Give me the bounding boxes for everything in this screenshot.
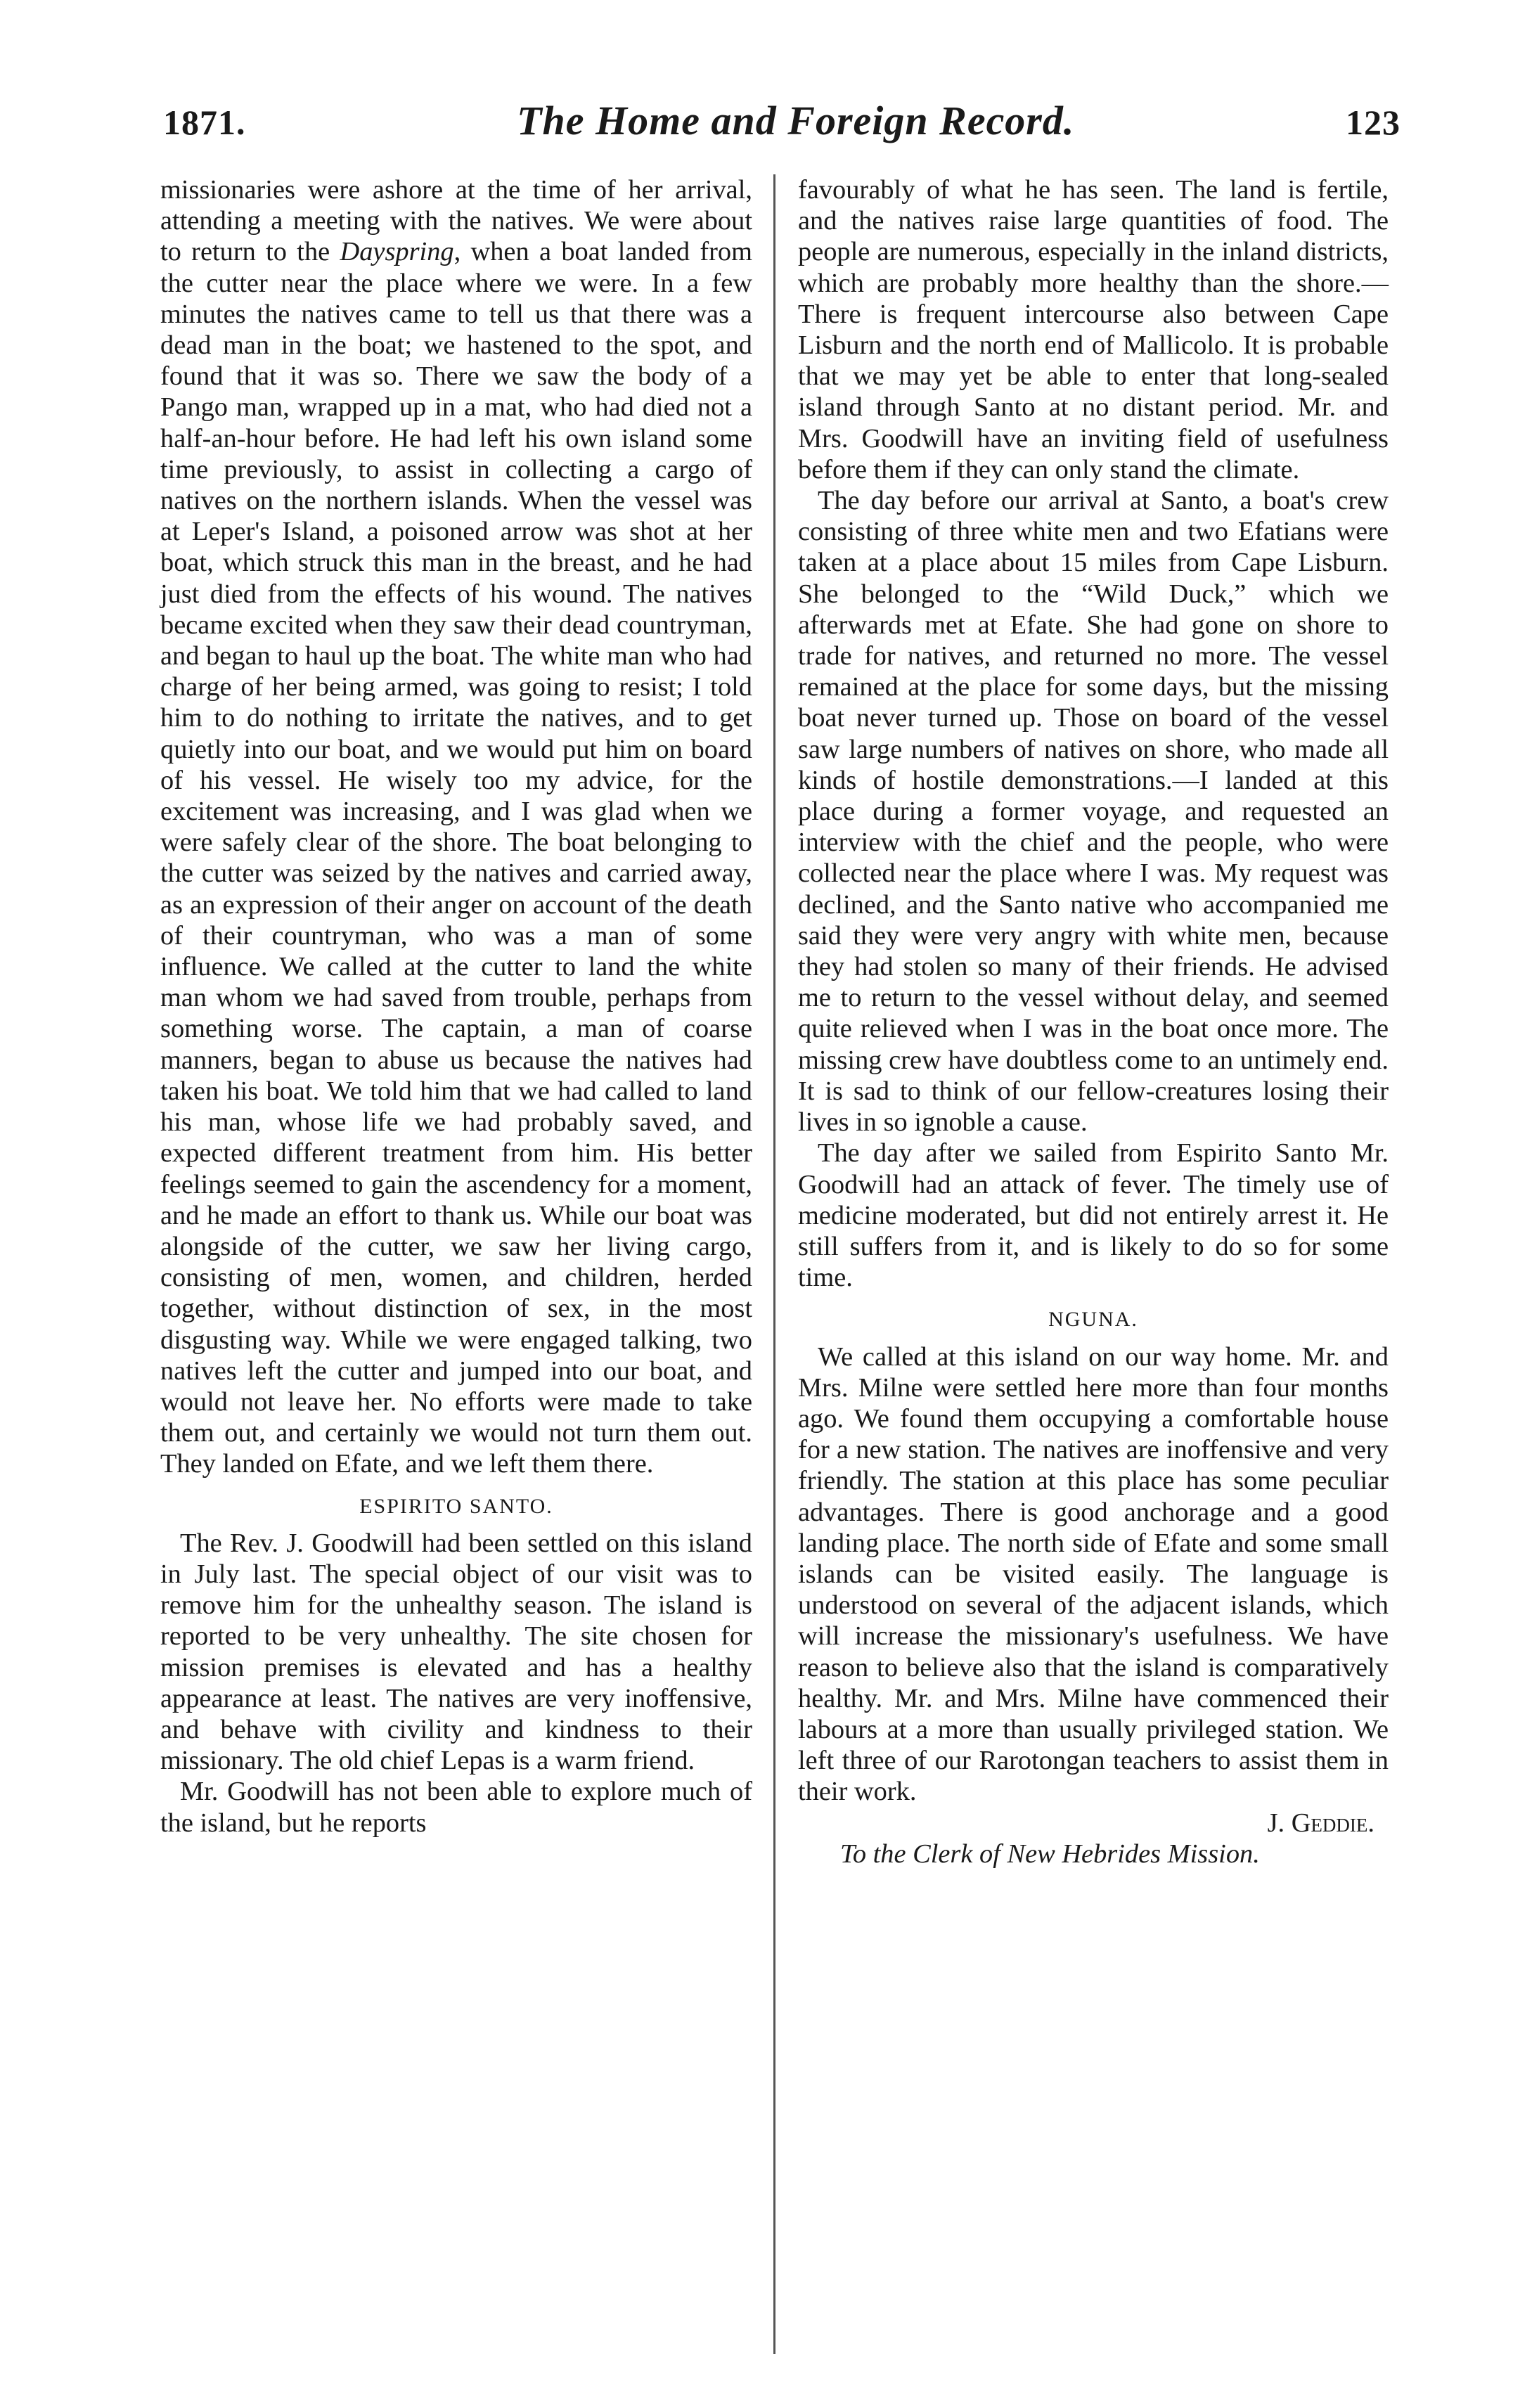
addressee: To the Clerk of New Hebrides Mission. (840, 1839, 1260, 1869)
paragraph: The day before our arrival at Santo, a boat's crew consisting of three white men and two Efatians were taken at a place about 15 miles from Cape Lisburn. She belonged to the “Wild Duck,” which we afterwards met at Efate. She had gone on shore to trade for natives, and returned no more. The vessel remained at the place for some days, but the missing boat never turned up. Those on board of the vessel saw large numbers of natives on shore, who made all kinds of hostile demonstrations.—I landed at this place during a former voyage, and requested an interview with the chief and the people, who were collected near the place where I was. My request was declined, and the Santo native who accompanied me said they were very angry with white men, because they had stolen so many of their friends. He advised me to return to the vessel without delay, and seemed quite relieved when I was in the boat once more. The missing crew have doubtless come to an untimely end. It is sad to think of our fellow-creatures losing their lives in so ignoble a cause. (798, 486, 1389, 1138)
paragraph: Mr. Goodwill has not been able to explore much of the island, but he reports (160, 1777, 752, 1838)
text-run: missionaries were ashore at the time of her arrival, attending a meeting with the natives. We were about to return to the (160, 175, 752, 267)
column-rule (773, 174, 775, 2354)
section-heading-espirito-santo: ESPIRITO SANTO. (359, 1494, 553, 1518)
paragraph (160, 174, 752, 1480)
signature-name: J. Geddie. (1267, 1808, 1374, 1838)
page-number: 123 (1346, 103, 1401, 142)
signature (798, 1808, 1389, 1839)
text-run: , when a boat landed from the cutter near the place where we were. In a few minutes the natives came to tell us that there was a dead man in the boat; we hastened to the spot, and found that it was so. There we saw the body of a Pango man, wrapped up in a mat, who had died not a half-an-hour before. He had left his own island some time previously, to assist in collecting a cargo of natives on the northern islands. When the vessel was at Leper's Island, a poisoned arrow was shot at her boat, which struck this man in the breast, and he had just died from the effects of his wound. The natives became excited when they saw their dead countryman, and began to haul up the boat. The white man who had charge of her being armed, was going to resist; I told him to do nothing to irritate the natives, and to get quietly into our boat, and we would put him on board of his vessel. He wisely too my advice, for the excitement was increasing, and I was glad when we were safely clear of the shore. The boat belonging to the cutter was seized by the natives and carried away, as an expression of their anger on account of the death of their countryman, who was a man of some influence. We called at the cutter to land the white man whom we had saved from trouble, perhaps from something worse. The captain, a man of coarse manners, began to abuse us because the natives had taken his boat. We told him that we had called to land his man, whose life we had probably saved, and expected different treatment from him. His better feelings seemed to gain the ascendency for a moment, and he made an effort to thank us. While our boat was alongside of the cutter, we saw her living cargo, consisting of men, women, and children, herded together, without distinction of sex, in the most disgusting way. While we were engaged talking, two natives left the cutter and jumped into our boat, and would not leave her. No efforts were made to take them out, and certainly we would not turn them out. They landed on Efate, and we left them there. (160, 237, 752, 1479)
header-year: 1871. (163, 103, 246, 142)
left-column (160, 174, 764, 2354)
paragraph: We called at this island on our way home. Mr. and Mrs. Milne were settled here more than four months ago. We found them occupying a comfortable house for a new station. The natives are inoffensive and very friendly. The station at this place has some peculiar advantages. There is good anchorage and a good landing place. The north side of Efate and some small islands can be visited easily. The language is understood on several of the adjacent islands, which will increase the missionary's usefulness. We have reason to believe also that the island is comparatively healthy. Mr. and Mrs. Milne have commenced their labours at a more than usually privileged station. We left three of our Rarotongan teachers to assist them in their work. (798, 1341, 1389, 1807)
paragraph: favourably of what he has seen. The land is fertile, and the natives raise large quantities of food. The people are numerous, especially in the inland districts, which are probably more healthy than the shore.—There is frequent intercourse also between Cape Lisburn and the north end of Mallicolo. It is probable that we may yet be able to enter that long-sealed island through Santo at no distant period. Mr. and Mrs. Goodwill have an inviting field of usefulness before them if they can only stand the climate. (798, 175, 1389, 484)
paragraph: The Rev. J. Goodwill had been settled on this island in July last. The special object of our visit was to remove him for the unhealthy season. The island is reported to be very unhealthy. The site chosen for mission premises is elevated and has a healthy appearance at least. The natives are very inoffensive, and behave with civility and kindness to their missionary. The old chief Lepas is a warm friend. (160, 1528, 752, 1776)
right-column (785, 174, 1389, 2354)
running-head (163, 97, 1401, 153)
header-title: The Home and Foreign Record. (517, 98, 1075, 143)
paragraph: The day after we sailed from Espirito Santo Mr. Goodwill had an attack of fever. The timely use of medicine moderated, but did not entirely arrest it. He still suffers from it, and is likely to do so for some time. (798, 1138, 1389, 1293)
ship-name: Dayspring (340, 237, 454, 267)
text-columns (160, 174, 1403, 2354)
section-heading-nguna: NGUNA. (1048, 1308, 1138, 1332)
